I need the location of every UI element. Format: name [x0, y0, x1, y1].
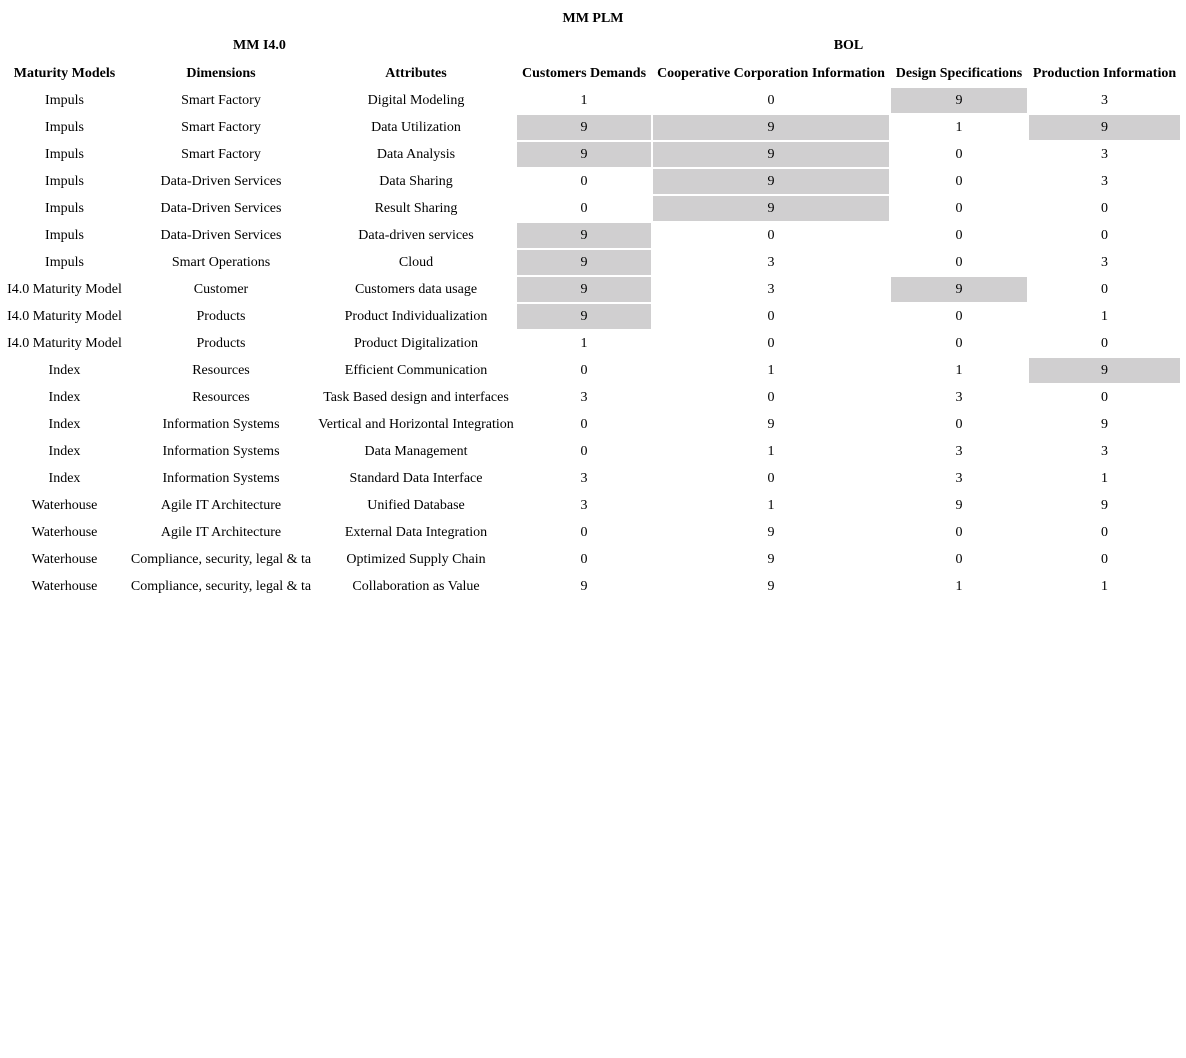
cell-production-information: 3	[1101, 92, 1108, 108]
cell-maturity-model: Waterhouse	[31, 524, 98, 540]
cell-attribute: Customers data usage	[354, 281, 478, 297]
table-row	[4, 277, 1180, 302]
cell-customers-demands: 0	[580, 551, 588, 567]
table-row	[4, 304, 1180, 329]
cell-maturity-model: Index	[48, 389, 81, 405]
cell-maturity-model: Impuls	[45, 173, 84, 189]
group-header-bol: BOL	[833, 38, 864, 53]
table-row	[4, 466, 1180, 491]
cell-design-specifications: 3	[955, 470, 963, 486]
cell-design-specifications: 1	[955, 119, 963, 135]
cell-design-specifications: 0	[955, 416, 963, 432]
cell-cooperative-corporation-information: 3	[767, 281, 775, 297]
cell-attribute: Standard Data Interface	[349, 470, 483, 486]
column-header-design-specifications: Design Specifications	[895, 65, 1023, 81]
cell-customers-demands: 0	[580, 200, 588, 216]
cell-customers-demands: 3	[580, 389, 588, 405]
group-header-mm-i40: MM I4.0	[233, 38, 286, 53]
cell-customers-demands: 0	[580, 524, 588, 540]
table-row	[4, 547, 1180, 572]
cell-customers-demands: 9	[517, 115, 651, 140]
cell-dimension: Data-Driven Services	[160, 227, 282, 243]
cell-attribute: Product Individualization	[344, 308, 488, 324]
column-header-production-information: Production Information	[1032, 65, 1177, 81]
cell-maturity-model: Index	[48, 416, 81, 432]
cell-design-specifications: 3	[955, 443, 963, 459]
cell-attribute: Cloud	[398, 254, 434, 270]
cell-design-specifications: 0	[955, 173, 963, 189]
cell-production-information: 9	[1029, 115, 1180, 140]
cell-attribute: External Data Integration	[344, 524, 488, 540]
cell-design-specifications: 0	[955, 308, 963, 324]
column-header-attributes: Attributes	[385, 65, 447, 81]
cell-dimension: Products	[196, 308, 246, 324]
cell-design-specifications: 3	[955, 389, 963, 405]
cell-design-specifications: 0	[955, 227, 963, 243]
cell-dimension: Data-Driven Services	[160, 200, 282, 216]
table-row	[4, 142, 1180, 167]
table-row	[4, 439, 1180, 464]
cell-production-information: 1	[1101, 578, 1108, 594]
table-row	[4, 358, 1180, 383]
cell-maturity-model: Index	[48, 470, 81, 486]
cell-production-information: 9	[1029, 358, 1180, 383]
cell-dimension: Customer	[193, 281, 249, 297]
table-row	[4, 385, 1180, 410]
cell-attribute: Result Sharing	[374, 200, 458, 216]
cell-production-information: 0	[1101, 551, 1108, 567]
cell-dimension: Smart Factory	[181, 146, 261, 162]
table-row	[4, 196, 1180, 221]
cell-dimension: Information Systems	[162, 416, 280, 432]
cell-customers-demands: 0	[580, 362, 588, 378]
cell-production-information: 0	[1101, 524, 1108, 540]
cell-design-specifications: 0	[955, 200, 963, 216]
cell-dimension: Resources	[192, 389, 250, 405]
cell-design-specifications: 9	[891, 88, 1027, 113]
cell-customers-demands: 1	[580, 335, 588, 351]
cell-attribute: Data Management	[364, 443, 468, 459]
cell-maturity-model: I4.0 Maturity Model	[7, 335, 122, 351]
cell-attribute: Vertical and Horizontal Integration	[318, 416, 514, 432]
cell-production-information: 0	[1101, 389, 1108, 405]
cell-production-information: 0	[1101, 281, 1108, 297]
cell-dimension: Smart Factory	[181, 92, 261, 108]
cell-cooperative-corporation-information: 9	[653, 196, 889, 221]
cell-cooperative-corporation-information: 9	[767, 578, 775, 594]
cell-maturity-model: I4.0 Maturity Model	[7, 281, 122, 297]
cell-dimension: Compliance, security, legal & ta	[130, 578, 312, 594]
cell-cooperative-corporation-information: 3	[767, 254, 775, 270]
table-row	[4, 412, 1180, 437]
cell-design-specifications: 9	[891, 277, 1027, 302]
cell-production-information: 9	[1101, 497, 1108, 513]
cell-maturity-model: Impuls	[45, 92, 84, 108]
cell-attribute: Data-driven services	[358, 227, 474, 243]
table-row	[4, 493, 1180, 518]
cell-cooperative-corporation-information: 0	[767, 308, 775, 324]
cell-cooperative-corporation-information: 0	[767, 389, 775, 405]
column-header-dimensions: Dimensions	[186, 65, 256, 81]
cell-cooperative-corporation-information: 9	[767, 551, 775, 567]
cell-attribute: Data Sharing	[379, 173, 453, 189]
cell-dimension: Information Systems	[162, 443, 280, 459]
cell-design-specifications: 0	[955, 254, 963, 270]
cell-cooperative-corporation-information: 9	[653, 142, 889, 167]
cell-customers-demands: 3	[580, 470, 588, 486]
cell-attribute: Digital Modeling	[367, 92, 465, 108]
cell-cooperative-corporation-information: 1	[767, 497, 775, 513]
cell-cooperative-corporation-information: 9	[653, 115, 889, 140]
cell-production-information: 1	[1101, 470, 1108, 486]
cell-dimension: Agile IT Architecture	[160, 497, 282, 513]
cell-maturity-model: Impuls	[45, 119, 84, 135]
cell-dimension: Resources	[192, 362, 250, 378]
cell-maturity-model: Waterhouse	[31, 497, 98, 513]
cell-production-information: 3	[1101, 254, 1108, 270]
cell-customers-demands: 0	[580, 416, 588, 432]
column-header-customers-demands: Customers Demands	[521, 65, 647, 81]
cell-customers-demands: 1	[580, 92, 588, 108]
table-row	[4, 520, 1180, 545]
cell-customers-demands: 0	[580, 173, 588, 189]
cell-cooperative-corporation-information: 1	[767, 362, 775, 378]
cell-customers-demands: 3	[580, 497, 588, 513]
cell-maturity-model: Index	[48, 443, 81, 459]
cell-production-information: 0	[1101, 227, 1108, 243]
cell-dimension: Agile IT Architecture	[160, 524, 282, 540]
cell-production-information: 3	[1101, 173, 1108, 189]
cell-production-information: 1	[1101, 308, 1108, 324]
cell-customers-demands: 9	[580, 578, 588, 594]
cell-production-information: 9	[1101, 416, 1108, 432]
cell-production-information: 3	[1101, 146, 1108, 162]
cell-attribute: Unified Database	[367, 497, 465, 513]
cell-maturity-model: I4.0 Maturity Model	[7, 308, 122, 324]
cell-customers-demands: 9	[517, 142, 651, 167]
table-row	[4, 223, 1180, 248]
cell-attribute: Product Digitalization	[353, 335, 479, 351]
table-row	[4, 331, 1180, 356]
cell-dimension: Products	[196, 335, 246, 351]
table-row	[4, 115, 1180, 140]
cell-cooperative-corporation-information: 9	[767, 416, 775, 432]
table-row	[4, 169, 1180, 194]
cell-dimension: Smart Factory	[181, 119, 261, 135]
maturity-matrix-table	[2, 59, 1182, 601]
cell-maturity-model: Index	[48, 362, 81, 378]
cell-dimension: Compliance, security, legal & ta	[130, 551, 312, 567]
cell-cooperative-corporation-information: 0	[767, 470, 775, 486]
cell-production-information: 0	[1101, 200, 1108, 216]
cell-production-information: 0	[1101, 335, 1108, 351]
cell-maturity-model: Impuls	[45, 254, 84, 270]
cell-design-specifications: 0	[955, 146, 963, 162]
cell-design-specifications: 0	[955, 335, 963, 351]
cell-maturity-model: Waterhouse	[31, 551, 98, 567]
cell-design-specifications: 0	[955, 551, 963, 567]
cell-cooperative-corporation-information: 9	[767, 524, 775, 540]
table-row	[4, 88, 1180, 113]
cell-attribute: Task Based design and interfaces	[323, 389, 509, 405]
column-header-cooperative-corporation-information: Cooperative Corporation Information	[657, 65, 885, 81]
cell-attribute: Collaboration as Value	[352, 578, 480, 594]
cell-maturity-model: Waterhouse	[31, 578, 98, 594]
cell-cooperative-corporation-information: 0	[767, 227, 775, 243]
cell-maturity-model: Impuls	[45, 146, 84, 162]
table-row	[4, 250, 1180, 275]
cell-design-specifications: 0	[955, 524, 963, 540]
cell-cooperative-corporation-information: 0	[767, 92, 775, 108]
cell-cooperative-corporation-information: 9	[653, 169, 889, 194]
page-title: MM PLM	[562, 11, 624, 26]
cell-customers-demands: 9	[517, 223, 651, 248]
table-row	[4, 574, 1180, 599]
cell-customers-demands: 9	[517, 250, 651, 275]
cell-cooperative-corporation-information: 0	[767, 335, 775, 351]
header-row	[4, 61, 1180, 86]
cell-design-specifications: 1	[955, 362, 963, 378]
cell-design-specifications: 1	[955, 578, 963, 594]
cell-customers-demands: 9	[517, 277, 651, 302]
table-body	[4, 88, 1180, 599]
cell-dimension: Smart Operations	[171, 254, 271, 270]
cell-maturity-model: Impuls	[45, 200, 84, 216]
cell-production-information: 3	[1101, 443, 1108, 459]
cell-dimension: Data-Driven Services	[160, 173, 282, 189]
cell-dimension: Information Systems	[162, 470, 280, 486]
cell-maturity-model: Impuls	[45, 227, 84, 243]
cell-design-specifications: 9	[955, 497, 963, 513]
cell-customers-demands: 0	[580, 443, 588, 459]
column-header-maturity-models: Maturity Models	[13, 65, 116, 81]
cell-attribute: Data Utilization	[371, 119, 461, 135]
cell-cooperative-corporation-information: 1	[767, 443, 775, 459]
cell-customers-demands: 9	[517, 304, 651, 329]
cell-attribute: Efficient Communication	[344, 362, 488, 378]
cell-attribute: Data Analysis	[376, 146, 456, 162]
cell-attribute: Optimized Supply Chain	[346, 551, 486, 567]
